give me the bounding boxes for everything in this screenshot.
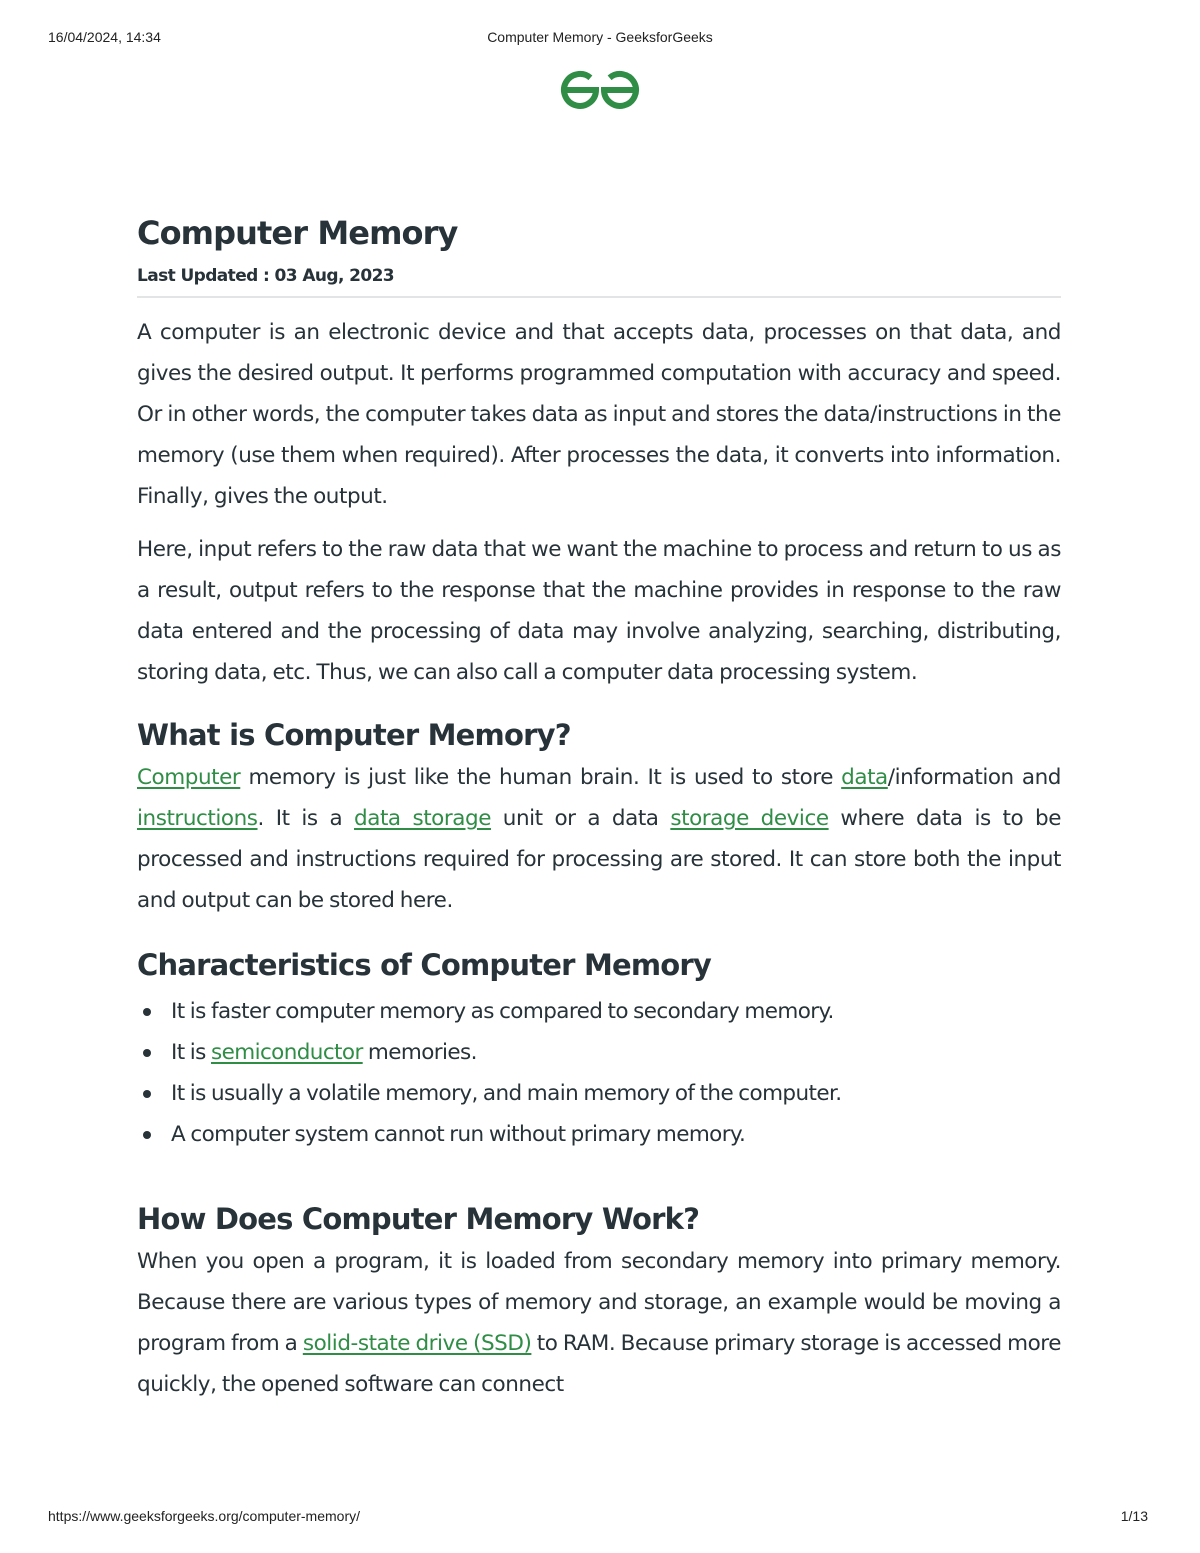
what-is-text: where data is to be processed and instructions required for processing are stored. It can store both the input and output can be stored here.	[137, 806, 1061, 913]
link-semiconductor[interactable]: semiconductor	[211, 1040, 363, 1065]
article	[137, 210, 1061, 1405]
link-data-storage[interactable]: data storage	[354, 806, 491, 831]
list-item-text: It is faster computer memory as compared to secondary memory.	[171, 999, 834, 1024]
what-is-text: /information and	[887, 765, 1061, 790]
what-is-text: . It is a	[257, 806, 355, 831]
intro-paragraph-2: Here, input refers to the raw data that we want the machine to process and return to us as a result, output refers to the response that the machine provides in response to the raw data entered and the processing of data may involve analyzing, searching, distributing, storing data, etc. Thus, we can also call a computer data processing system.	[137, 537, 1061, 685]
list-item	[137, 1032, 1061, 1073]
heading-what-is-memory: What is Computer Memory?	[137, 718, 571, 752]
what-is-paragraph	[137, 757, 1061, 921]
print-page-title: Computer Memory - GeeksforGeeks	[487, 29, 713, 45]
last-updated: Last Updated : 03 Aug, 2023	[137, 266, 1061, 298]
what-is-text: unit or a data	[490, 806, 671, 831]
list-item-text: A computer system cannot run without primary memory.	[171, 1122, 746, 1147]
geeksforgeeks-logo-icon[interactable]	[556, 66, 644, 114]
intro-paragraph-1: A computer is an electronic device and that accepts data, processes on that data, and gives the desired output. It performs programmed computation with accuracy and speed. Or in other words, the computer takes data as input and stores the data/instructions in the memory (use them when required). After processes the data, it converts into information. Finally, gives the output.	[137, 320, 1061, 509]
link-ssd[interactable]: solid-state drive (SSD)	[302, 1331, 532, 1356]
bullet-icon	[143, 1131, 151, 1139]
how-works-text: to RAM. Because primary storage is accessed more quickly, the opened software can connect	[137, 1331, 1061, 1397]
what-is-text: memory is just like the human brain. It is used to store	[240, 765, 842, 790]
list-item-text: memories.	[362, 1040, 477, 1065]
bullet-icon	[143, 1090, 151, 1098]
article-title: Computer Memory	[137, 214, 458, 252]
link-instructions[interactable]: instructions	[137, 806, 258, 831]
bullet-icon	[143, 1008, 151, 1016]
list-item-text: It is usually a volatile memory, and main memory of the computer.	[171, 1081, 842, 1106]
list-item	[137, 1114, 1061, 1155]
bullet-icon	[143, 1049, 151, 1057]
link-storage-device[interactable]: storage device	[670, 806, 829, 831]
heading-characteristics: Characteristics of Computer Memory	[137, 948, 712, 982]
how-works-text: When you open a program, it is loaded from secondary memory into primary memory. Because there are various types of memory and storage, an example would be moving a program from a	[137, 1249, 1061, 1356]
list-item	[137, 1073, 1061, 1114]
list-item	[137, 991, 1061, 1032]
list-item-text: It is	[171, 1040, 212, 1065]
print-datetime: 16/04/2024, 14:34	[48, 29, 161, 45]
how-works-paragraph	[137, 1241, 1061, 1405]
link-computer[interactable]: Computer	[137, 765, 241, 790]
heading-how-memory-works: How Does Computer Memory Work?	[137, 1202, 700, 1236]
print-page-number: 1/13	[1120, 1508, 1148, 1524]
link-data[interactable]: data	[841, 765, 888, 790]
print-url: https://www.geeksforgeeks.org/computer-memory/	[48, 1508, 361, 1524]
characteristics-list	[137, 991, 1061, 1155]
